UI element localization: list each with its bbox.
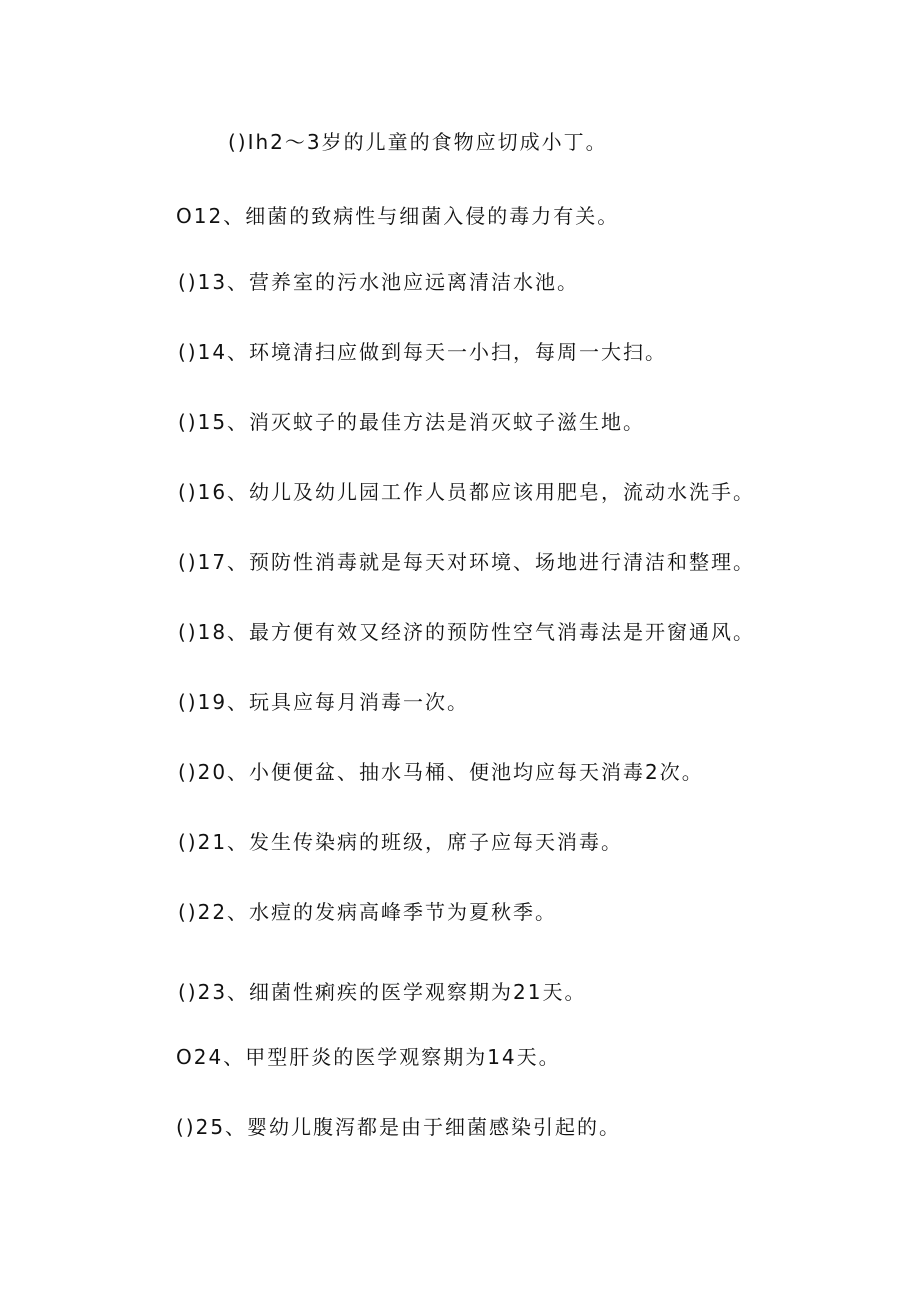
- question-line-18: ()18、最方便有效又经济的预防性空气消毒法是开窗通风。: [178, 620, 756, 644]
- question-line-20: ()20、小便便盆、抽水马桶、便池均应每天消毒2次。: [178, 760, 704, 784]
- question-line-21: ()21、发生传染病的班级，席子应每天消毒。: [178, 830, 624, 854]
- question-line-16: ()16、幼儿及幼儿园工作人员都应该用肥皂，流动水洗手。: [178, 480, 756, 504]
- question-line-23: ()23、细菌性痢疾的医学观察期为21天。: [178, 980, 587, 1004]
- question-line-24: O24、甲型肝炎的医学观察期为14天。: [176, 1045, 561, 1069]
- question-line-11: ()Ih2〜3岁的儿童的食物应切成小丁。: [228, 130, 608, 154]
- question-line-12: O12、细菌的致病性与细菌入侵的毒力有关。: [176, 204, 620, 228]
- question-line-25: ()25、婴幼儿腹泻都是由于细菌感染引起的。: [176, 1115, 622, 1139]
- question-line-15: ()15、消灭蚊子的最佳方法是消灭蚊子滋生地。: [178, 410, 646, 434]
- question-line-22: ()22、水痘的发病高峰季节为夏秋季。: [178, 900, 558, 924]
- question-line-17: ()17、预防性消毒就是每天对环境、场地进行清洁和整理。: [178, 550, 756, 574]
- question-line-19: ()19、玩具应每月消毒一次。: [178, 690, 470, 714]
- question-line-14: ()14、环境清扫应做到每天一小扫，每周一大扫。: [178, 340, 668, 364]
- question-line-13: ()13、营养室的污水池应远离清洁水池。: [178, 270, 580, 294]
